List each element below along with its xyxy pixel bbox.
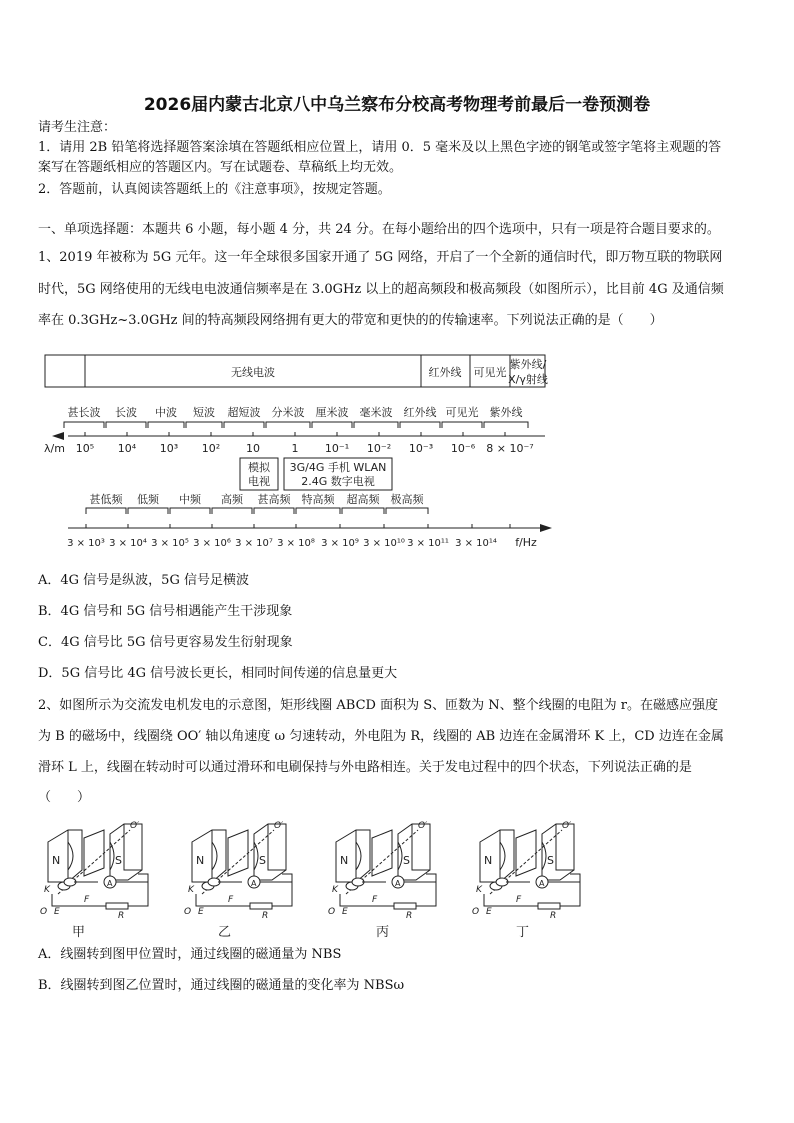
freq-name: 超高频 [346,493,380,506]
wave-name: 中波 [155,406,177,419]
q2-text-3: 滑环 L 上，线圈在转动时可以通过滑环和电刷保持与外电路相连。关于发电过程中的四个状态，下列说法正确的是 [38,760,692,775]
freq-name: 高频 [221,493,243,506]
freq-tick: 3 × 10⁵ [151,538,189,549]
freq-tick: 3 × 10¹⁰ [363,538,405,549]
band-infrared: 红外线 [428,366,462,379]
caption-ding: 丁 [516,925,530,940]
q1-option-b: B．4G 信号和 5G 信号相遇能产生干涉现象 [38,604,293,619]
freq-tick: 3 × 10⁴ [109,538,147,549]
generator-figures [38,812,598,940]
lambda-tick: 10⁻¹ [324,442,350,455]
analog-tv-label-1: 模拟 [248,461,270,474]
q1-text-2: 时代，5G 网络使用的无线电电波通信频率是在 3.0GHz 以上的超高频段和极高频段（如图所示），比目前 4G 及通信频 [38,282,724,297]
analog-tv-label-2: 电视 [248,475,270,488]
freq-name: 特高频 [301,493,335,506]
freq-axis-label: f/Hz [515,536,537,549]
caption-bing: 丙 [376,925,390,940]
q2-text-1: 2、如图所示为交流发电机发电的示意图，矩形线圈 ABCD 面积为 S、匝数为 N、整个线圈的电阻为 r。在磁感应强度 [38,698,718,713]
wave-name: 长波 [115,406,137,419]
wave-name: 紫外线 [489,406,523,419]
freq-name: 极高频 [390,493,424,506]
q1-option-c: C．4G 信号比 5G 信号更容易发生衍射现象 [38,635,293,650]
q1-option-d: D．5G 信号比 4G 信号波长更长，相同时间传递的信息量更大 [38,666,398,681]
wave-name: 甚长波 [67,406,101,419]
lambda-tick: 10 [246,442,260,455]
band-visible: 可见光 [473,366,507,379]
caption-yi: 乙 [218,925,232,940]
q2-option-b: B．线圈转到图乙位置时，通过线圈的磁通量的变化率为 NBSω [38,978,405,993]
lambda-tick: 10³ [159,442,179,455]
wave-name: 可见光 [445,406,479,419]
freq-tick: 3 × 10¹¹ [407,538,449,549]
notice-head: 请考生注意： [38,120,117,135]
lambda-tick: 10⁵ [75,442,95,455]
lambda-tick: 10⁴ [117,442,137,455]
freq-tick: 3 × 10⁷ [235,538,273,549]
notice-item-2: 2．答题前，认真阅读答题纸上的《注意事项》，按规定答题。 [38,182,391,197]
notice-item-1a: 1．请用 2B 铅笔将选择题答案涂填在答题纸相应位置上，请用 0．5 毫米及以上黑色字迹的钢笔或签字笔将主观题的答 [38,140,722,155]
mobile-wlan-label-1: 3G/4G 手机 WLAN [289,461,387,474]
q1-text-3: 率在 0.3GHz~3.0GHz 间的特高频段网络拥有更大的带宽和更快的的传输速率。下列说法正确的是（ ） [38,313,663,328]
freq-tick: 3 × 10⁹ [321,538,359,549]
lambda-tick: 1 [291,442,299,455]
spectrum-figure [40,350,560,555]
generator-yi [184,821,292,921]
lambda-tick: 10⁻³ [408,442,434,455]
freq-tick: 3 × 10⁶ [193,538,231,549]
generator-jia [40,821,148,921]
q2-text-4: （ ） [38,790,91,805]
lambda-axis-label: λ/m [44,442,65,455]
freq-name: 低频 [137,493,159,506]
section-heading: 一、单项选择题：本题共 6 小题，每小题 4 分，共 24 分。在每小题给出的四个选项中，只有一项是符合题目要求的。 [38,222,720,237]
q1-text-1: 1、2019 年被称为 5G 元年。这一年全球很多国家开通了 5G 网络，开启了一个全新的通信时代，即万物互联的物联网 [38,250,723,265]
band-radio: 无线电波 [231,366,275,379]
q2-text-2: 为 B 的磁场中，线圈绕 OO′ 轴以角速度 ω 匀速转动，外电阻为 R，线圈的 AB 边连在金属滑环 K 上，CD 边连在金属 [38,729,724,744]
notice-item-1b: 案写在答题纸相应的答题区内。写在试题卷、草稿纸上均无效。 [38,160,403,175]
freq-name: 中频 [179,493,201,506]
freq-tick: 3 × 10⁸ [277,538,315,549]
mobile-wlan-label-2: 2.4G 数字电视 [301,475,375,488]
page-title: 2026届内蒙古北京八中乌兰察布分校高考物理考前最后一卷预测卷 [143,95,651,115]
q1-option-a: A．4G 信号是纵波，5G 信号足横波 [38,573,249,588]
wave-name: 分米波 [271,406,305,419]
band-xray: X/γ射线 [508,373,548,386]
band-uv: 紫外线/ [509,358,547,371]
wave-name: 短波 [193,406,215,419]
wave-name: 厘米波 [315,406,349,419]
generator-ding [472,821,580,921]
freq-tick: 3 × 10¹⁴ [455,538,497,549]
lambda-tick: 8 × 10⁻⁷ [486,442,534,455]
q2-option-a: A．线圈转到图甲位置时，通过线圈的磁通量为 NBS [38,947,342,962]
freq-axis-arrow [540,524,552,532]
freq-tick: 3 × 10³ [67,538,105,549]
freq-name: 甚低频 [89,493,123,506]
lambda-tick: 10⁻² [366,442,392,455]
freq-name: 甚高频 [257,493,291,506]
caption-jia: 甲 [72,925,86,940]
wave-name: 毫米波 [359,406,393,419]
lambda-axis-arrow [52,432,64,440]
lambda-tick: 10⁻⁶ [450,442,476,455]
wave-name: 红外线 [403,406,437,419]
wave-name: 超短波 [227,406,261,419]
lambda-tick: 10² [201,442,221,455]
generator-bing [328,821,436,921]
